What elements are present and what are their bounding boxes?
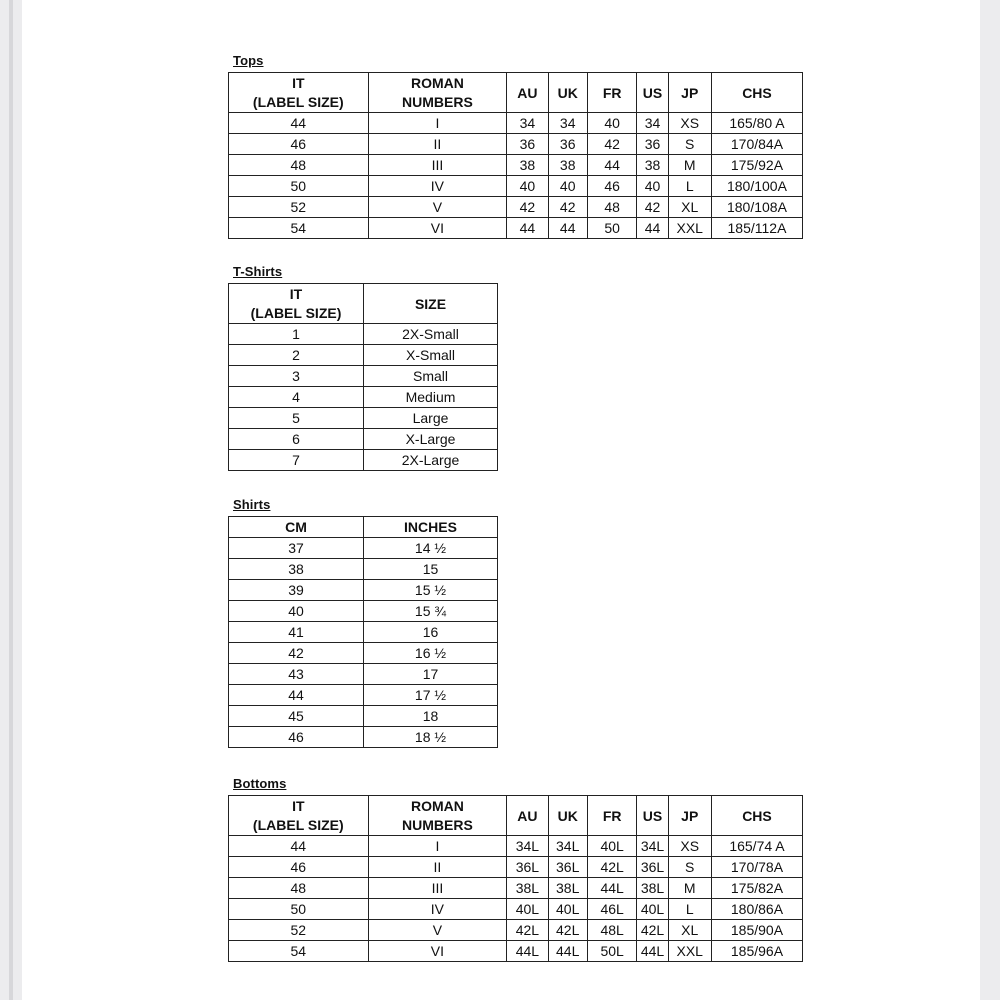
bottoms-table-cell: III xyxy=(368,878,507,899)
tops-table-row xyxy=(229,155,803,176)
tops-table-cell: 44 xyxy=(587,155,637,176)
bottoms-table-cell: L xyxy=(668,899,711,920)
tops-table-cell: 34 xyxy=(548,113,587,134)
tshirts-table-cell: 2 xyxy=(229,345,364,366)
bottoms-table-cell: 42L xyxy=(637,920,668,941)
tops-header-chs: CHS xyxy=(711,73,802,113)
shirts-table-cell: 38 xyxy=(229,559,364,580)
tops-table-cell: 180/100A xyxy=(711,176,802,197)
bottoms-table-cell: XXL xyxy=(668,941,711,962)
bottoms-table-cell: 34L xyxy=(637,836,668,857)
tops-table-row xyxy=(229,113,803,134)
tops-table-cell: 44 xyxy=(229,113,369,134)
shirts-table-cell: 44 xyxy=(229,685,364,706)
tops-header-roman: ROMAN NUMBERS xyxy=(368,73,507,113)
tops-table-cell: 48 xyxy=(229,155,369,176)
tshirts-table-cell: 1 xyxy=(229,324,364,345)
shirts-table-row xyxy=(229,706,498,727)
tshirts-table-row xyxy=(229,324,498,345)
shirts-table-row xyxy=(229,685,498,706)
bottoms-table-cell: 46L xyxy=(587,899,637,920)
tshirts-table-cell: Large xyxy=(364,408,498,429)
bottoms-table-cell: VI xyxy=(368,941,507,962)
shirts-table-cell: 16 ½ xyxy=(364,643,498,664)
bottoms-table-cell: 185/90A xyxy=(711,920,802,941)
tops-table-cell: 180/108A xyxy=(711,197,802,218)
bottoms-table-row xyxy=(229,857,803,878)
bottoms-table-cell: 44L xyxy=(637,941,668,962)
bottoms-table-cell: M xyxy=(668,878,711,899)
shirts-header-row xyxy=(229,517,498,538)
bottoms-table-cell: 42L xyxy=(587,857,637,878)
tshirts-table-cell: 7 xyxy=(229,450,364,471)
tshirts-table-row xyxy=(229,387,498,408)
tops-header-it: IT (LABEL SIZE) xyxy=(229,73,369,113)
bottoms-header-us: US xyxy=(637,796,668,836)
tshirts-table-cell: X-Small xyxy=(364,345,498,366)
shirts-table-cell: 14 ½ xyxy=(364,538,498,559)
right-margin xyxy=(980,0,1000,1000)
bottoms-header-uk: UK xyxy=(548,796,587,836)
tops-table-cell: 38 xyxy=(637,155,668,176)
bottoms-table-cell: 52 xyxy=(229,920,369,941)
bottoms-table-cell: 165/74 A xyxy=(711,836,802,857)
tops-table-cell: V xyxy=(368,197,507,218)
tops-table-cell: II xyxy=(368,134,507,155)
tops-table-cell: XS xyxy=(668,113,711,134)
tops-table-cell: L xyxy=(668,176,711,197)
bottoms-table-body xyxy=(229,836,803,962)
tops-header-au: AU xyxy=(507,73,548,113)
tshirts-table-row xyxy=(229,429,498,450)
tops-table-cell: 170/84A xyxy=(711,134,802,155)
tops-table-row xyxy=(229,218,803,239)
tops-table-cell: 54 xyxy=(229,218,369,239)
tops-table-cell: 38 xyxy=(548,155,587,176)
bottoms-header-chs: CHS xyxy=(711,796,802,836)
bottoms-table-cell: 34L xyxy=(507,836,548,857)
bottoms-title: Bottoms xyxy=(233,776,287,791)
tops-table-cell: 40 xyxy=(587,113,637,134)
bottoms-table-row xyxy=(229,878,803,899)
tshirts-table-row xyxy=(229,366,498,387)
bottoms-table-cell: 170/78A xyxy=(711,857,802,878)
bottoms-table-cell: 36L xyxy=(637,857,668,878)
tops-table-cell: 34 xyxy=(637,113,668,134)
bottoms-table-cell: 44L xyxy=(587,878,637,899)
bottoms-table xyxy=(228,795,803,962)
shirts-table-cell: 16 xyxy=(364,622,498,643)
tops-table-cell: 44 xyxy=(507,218,548,239)
shirts-table-cell: 17 ½ xyxy=(364,685,498,706)
bottoms-header-row xyxy=(229,796,803,836)
bottoms-table-cell: 38L xyxy=(548,878,587,899)
tops-table xyxy=(228,72,803,239)
tops-header-jp: JP xyxy=(668,73,711,113)
bottoms-table-cell: II xyxy=(368,857,507,878)
tops-table-cell: 36 xyxy=(507,134,548,155)
tshirts-table-cell: 4 xyxy=(229,387,364,408)
bottoms-table-cell: 44 xyxy=(229,836,369,857)
bottoms-table-cell: 38L xyxy=(637,878,668,899)
bottoms-table-cell: 42L xyxy=(548,920,587,941)
tops-table-cell: 40 xyxy=(637,176,668,197)
tops-table-row xyxy=(229,176,803,197)
tops-table-cell: S xyxy=(668,134,711,155)
bottoms-table-cell: 46 xyxy=(229,857,369,878)
bottoms-table-cell: 54 xyxy=(229,941,369,962)
tshirts-table-body xyxy=(229,324,498,471)
tshirts-header-size: SIZE xyxy=(364,284,498,324)
tops-table-cell: 44 xyxy=(637,218,668,239)
bottoms-table-cell: I xyxy=(368,836,507,857)
shirts-table-cell: 41 xyxy=(229,622,364,643)
tops-table-cell: 42 xyxy=(587,134,637,155)
tops-table-cell: III xyxy=(368,155,507,176)
tops-table-cell: 34 xyxy=(507,113,548,134)
shirts-header-cm: CM xyxy=(229,517,364,538)
bottoms-table-cell: 36L xyxy=(548,857,587,878)
bottoms-table-cell: 38L xyxy=(507,878,548,899)
tops-table-cell: 42 xyxy=(637,197,668,218)
bottoms-table-cell: XS xyxy=(668,836,711,857)
bottoms-table-cell: 34L xyxy=(548,836,587,857)
tops-table-cell: 52 xyxy=(229,197,369,218)
tshirts-table-row xyxy=(229,408,498,429)
tops-table-cell: 185/112A xyxy=(711,218,802,239)
bottoms-table-cell: 180/86A xyxy=(711,899,802,920)
bottoms-table-cell: 40L xyxy=(587,836,637,857)
shirts-table-cell: 40 xyxy=(229,601,364,622)
left-edge-bar xyxy=(9,0,13,1000)
bottoms-table-cell: 48 xyxy=(229,878,369,899)
shirts-table-cell: 43 xyxy=(229,664,364,685)
tops-table-cell: 50 xyxy=(229,176,369,197)
shirts-header-inches: INCHES xyxy=(364,517,498,538)
bottoms-table-cell: 40L xyxy=(637,899,668,920)
bottoms-table-cell: 44L xyxy=(507,941,548,962)
tops-table-cell: XXL xyxy=(668,218,711,239)
tops-table-cell: M xyxy=(668,155,711,176)
shirts-table-cell: 39 xyxy=(229,580,364,601)
tshirts-header-it: IT (LABEL SIZE) xyxy=(229,284,364,324)
tops-table-cell: VI xyxy=(368,218,507,239)
shirts-table-row xyxy=(229,538,498,559)
bottoms-table-cell: 50 xyxy=(229,899,369,920)
bottoms-table-row xyxy=(229,920,803,941)
bottoms-table-cell: V xyxy=(368,920,507,941)
bottoms-table-row xyxy=(229,899,803,920)
tshirts-header-row xyxy=(229,284,498,324)
tshirts-table-cell: 2X-Large xyxy=(364,450,498,471)
bottoms-table-cell: IV xyxy=(368,899,507,920)
tshirts-table-row xyxy=(229,450,498,471)
shirts-table-cell: 18 ½ xyxy=(364,727,498,748)
tops-header-us: US xyxy=(637,73,668,113)
tops-table-row xyxy=(229,197,803,218)
shirts-table-cell: 18 xyxy=(364,706,498,727)
bottoms-header-fr: FR xyxy=(587,796,637,836)
tops-table-cell: 175/92A xyxy=(711,155,802,176)
tshirts-table-cell: X-Large xyxy=(364,429,498,450)
tshirts-table-cell: 6 xyxy=(229,429,364,450)
tops-table-cell: 36 xyxy=(637,134,668,155)
bottoms-table-cell: 48L xyxy=(587,920,637,941)
bottoms-table-cell: 42L xyxy=(507,920,548,941)
left-margin xyxy=(0,0,22,1000)
shirts-table-cell: 15 xyxy=(364,559,498,580)
shirts-table xyxy=(228,516,498,748)
shirts-table-body xyxy=(229,538,498,748)
tops-table-cell: 50 xyxy=(587,218,637,239)
tops-table-row xyxy=(229,134,803,155)
tops-header-fr: FR xyxy=(587,73,637,113)
tops-table-cell: 40 xyxy=(507,176,548,197)
bottoms-table-row xyxy=(229,941,803,962)
bottoms-table-cell: 40L xyxy=(507,899,548,920)
tshirts-table xyxy=(228,283,498,471)
shirts-table-row xyxy=(229,601,498,622)
tops-table-cell: 42 xyxy=(507,197,548,218)
bottoms-table-row xyxy=(229,836,803,857)
tops-table-cell: IV xyxy=(368,176,507,197)
bottoms-table-cell: XL xyxy=(668,920,711,941)
shirts-table-cell: 45 xyxy=(229,706,364,727)
shirts-table-row xyxy=(229,727,498,748)
shirts-table-cell: 15 ½ xyxy=(364,580,498,601)
tops-table-cell: I xyxy=(368,113,507,134)
tops-header-uk: UK xyxy=(548,73,587,113)
bottoms-header-it: IT (LABEL SIZE) xyxy=(229,796,369,836)
tshirts-table-cell: Medium xyxy=(364,387,498,408)
shirts-table-cell: 17 xyxy=(364,664,498,685)
shirts-table-row xyxy=(229,622,498,643)
shirts-table-row xyxy=(229,580,498,601)
tshirts-table-cell: 3 xyxy=(229,366,364,387)
tops-table-cell: 38 xyxy=(507,155,548,176)
tops-table-cell: 42 xyxy=(548,197,587,218)
shirts-table-cell: 42 xyxy=(229,643,364,664)
tshirts-table-cell: 5 xyxy=(229,408,364,429)
bottoms-table-cell: 44L xyxy=(548,941,587,962)
tops-table-body xyxy=(229,113,803,239)
tshirts-table-cell: 2X-Small xyxy=(364,324,498,345)
bottoms-table-cell: 185/96A xyxy=(711,941,802,962)
tops-table-cell: XL xyxy=(668,197,711,218)
tops-table-cell: 36 xyxy=(548,134,587,155)
shirts-table-cell: 46 xyxy=(229,727,364,748)
tops-title: Tops xyxy=(233,53,264,68)
bottoms-table-cell: 36L xyxy=(507,857,548,878)
shirts-table-cell: 15 ¾ xyxy=(364,601,498,622)
bottoms-header-jp: JP xyxy=(668,796,711,836)
tshirts-table-row xyxy=(229,345,498,366)
bottoms-header-roman: ROMAN NUMBERS xyxy=(368,796,507,836)
tops-table-cell: 46 xyxy=(587,176,637,197)
tshirts-table-cell: Small xyxy=(364,366,498,387)
bottoms-table-cell: 50L xyxy=(587,941,637,962)
bottoms-table-cell: 40L xyxy=(548,899,587,920)
tops-table-cell: 46 xyxy=(229,134,369,155)
tops-table-cell: 48 xyxy=(587,197,637,218)
tshirts-title: T-Shirts xyxy=(233,264,283,279)
tops-table-cell: 40 xyxy=(548,176,587,197)
shirts-title: Shirts xyxy=(233,497,271,512)
tops-table-cell: 44 xyxy=(548,218,587,239)
bottoms-table-cell: 175/82A xyxy=(711,878,802,899)
shirts-table-row xyxy=(229,664,498,685)
tops-table-cell: 165/80 A xyxy=(711,113,802,134)
tops-header-row xyxy=(229,73,803,113)
bottoms-table-cell: S xyxy=(668,857,711,878)
shirts-table-row xyxy=(229,643,498,664)
shirts-table-row xyxy=(229,559,498,580)
shirts-table-cell: 37 xyxy=(229,538,364,559)
bottoms-header-au: AU xyxy=(507,796,548,836)
